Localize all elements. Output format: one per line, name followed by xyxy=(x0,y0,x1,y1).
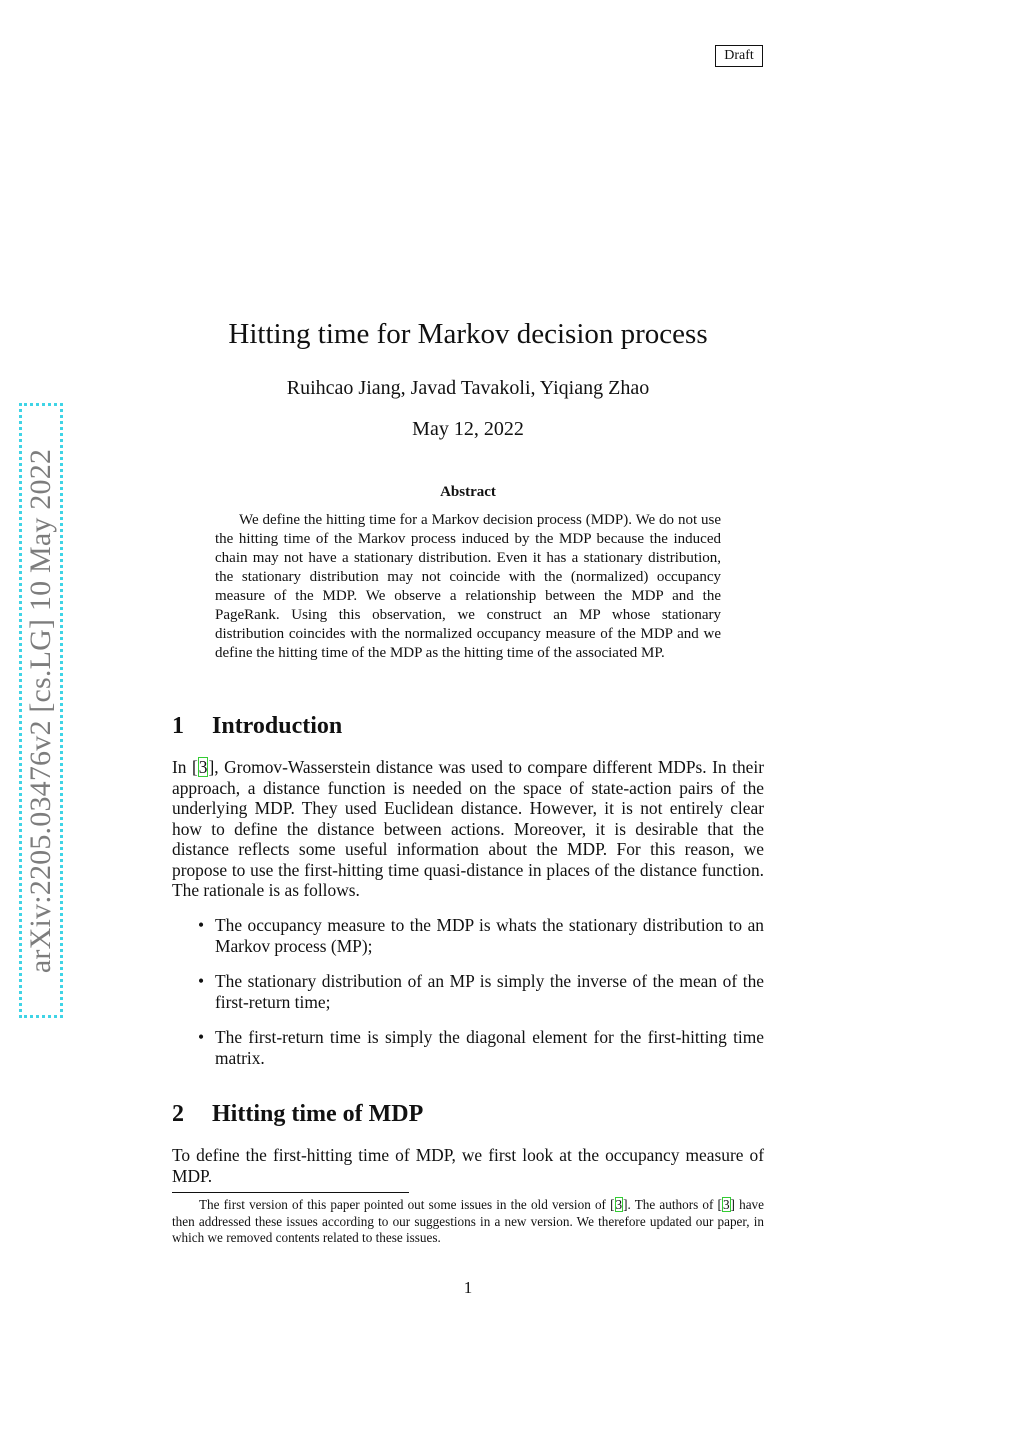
abstract-heading: Abstract xyxy=(440,484,496,500)
citation-bracket-open: [ xyxy=(191,757,198,777)
bullet-icon: • xyxy=(198,915,205,935)
abstract-text: We define the hitting time for a Markov decision process (MDP). We do not use the hitting time of the Markov process induced by the MDP because the induced chain may not have a stationary distribution. Even it has a stationary distribution, the stationary distribution may not coincide with the (normalized) occupancy measure of the MDP. We observe a relationship between the MDP and the PageRank. Using this observation, we construct an MP whose stationary distribution coincides with the normalized occupancy measure of the MDP and we define the hitting time of the MDP as the hitting time of the associated MP. xyxy=(215,512,721,661)
section-title: Introduction xyxy=(212,713,343,739)
footnote-text: The first version of this paper pointed out some issues in the old version of xyxy=(199,1197,611,1212)
paper-authors: Ruihcao Jiang, Javad Tavakoli, Yiqiang Zhao xyxy=(286,377,650,399)
citation-bracket-open: [ xyxy=(610,1197,615,1212)
paragraph-text: In xyxy=(172,757,192,777)
paper-date: May 12, 2022 xyxy=(412,418,524,440)
citation-link[interactable]: 3 xyxy=(722,1197,730,1212)
arxiv-identifier-text: arXiv:2205.03476v2 [cs.LG] 10 May 2022 xyxy=(24,448,57,973)
footnote-rule xyxy=(172,1192,409,1193)
list-item xyxy=(172,1027,764,1068)
footnote xyxy=(172,1197,764,1247)
list-item xyxy=(172,971,764,1012)
section-heading-introduction xyxy=(172,711,342,741)
section-number: 1 xyxy=(172,713,184,739)
paper-title: Hitting time for Markov decision process xyxy=(228,318,708,350)
section-title: Hitting time of MDP xyxy=(212,1101,424,1127)
footnote-text: have then addressed these issues according to our suggestions in a new version. We therefore updated our paper, in which we removed contents related to these issues. xyxy=(172,1197,764,1245)
draft-badge: Draft xyxy=(715,45,763,67)
footnote-text: . The authors of xyxy=(627,1197,718,1212)
paragraph-text: , Gromov-Wasserstein distance was used to compare different MDPs. In their approach, a distance function is needed on the space of state-action pairs of the underlying MDP. They used Euclidean distance. However, it is not entirely clear how to define the distance between actions. Moreover, it is desirable that the distance reflects some useful information about the MDP. For this reason, we propose to use the first-hitting time quasi-distance in places of the distance function. The rationale is as follows. xyxy=(172,757,764,900)
rationale-bullet-list xyxy=(172,915,764,1083)
list-item-text: The occupancy measure to the MDP is whats the stationary distribution to an Markov process (MP); xyxy=(215,915,764,956)
list-item xyxy=(172,915,764,956)
list-item-text: The first-return time is simply the diagonal element for the first-hitting time matrix. xyxy=(215,1027,764,1068)
citation-link[interactable]: 3 xyxy=(615,1197,623,1212)
page-number: 1 xyxy=(463,1278,473,1297)
introduction-paragraph xyxy=(172,757,764,901)
citation-bracket-open: [ xyxy=(717,1197,722,1212)
citation-bracket-close: ] xyxy=(623,1197,628,1212)
section-heading-hitting-time xyxy=(172,1099,423,1129)
bullet-icon: • xyxy=(198,1027,205,1047)
section-number: 2 xyxy=(172,1101,184,1127)
hitting-time-paragraph: To define the first-hitting time of MDP, we first look at the occupancy measure of MDP. xyxy=(172,1145,764,1186)
list-item-text: The stationary distribution of an MP is simply the inverse of the mean of the first-return time; xyxy=(215,971,764,1012)
citation-bracket-close: ] xyxy=(730,1197,735,1212)
citation-link[interactable]: 3 xyxy=(198,757,208,777)
citation-bracket-close: ] xyxy=(208,757,215,777)
bullet-icon: • xyxy=(198,971,205,991)
